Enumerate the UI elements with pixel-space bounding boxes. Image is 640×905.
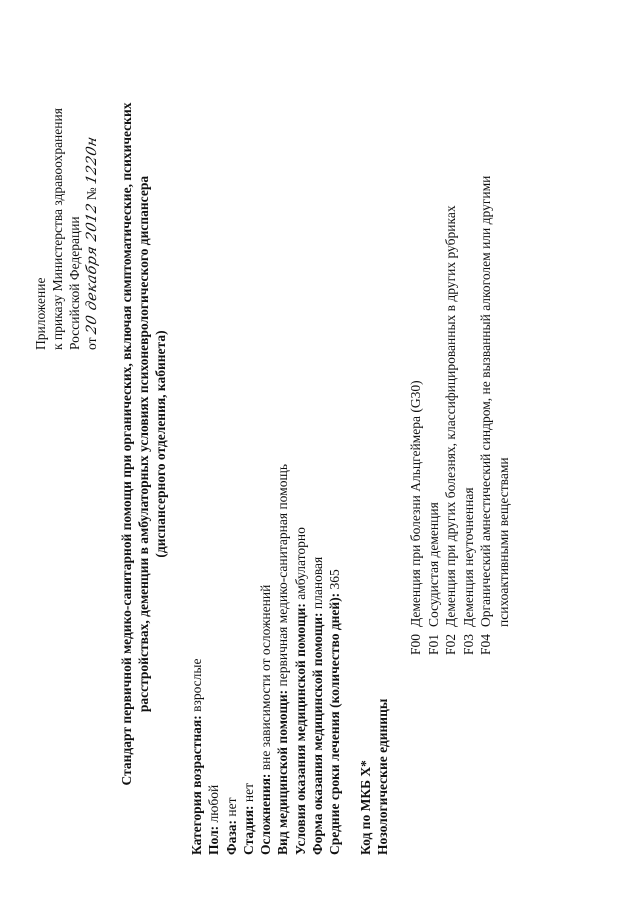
param-value: нет [240,782,256,806]
param-value: амбулаторно [292,527,308,604]
param-label: Категория возрастная: [189,715,204,855]
param-value: плановая [310,556,326,613]
appendix-block [32,10,101,350]
title-line-2: расстройствах, деменции в амбулаторных условиях психоневрологического диспансера [136,175,151,713]
param-row [240,155,257,855]
param-row [292,155,309,855]
appendix-country: Российской Федерации [67,216,82,350]
icd-code: F03 [460,633,476,655]
icd-description: Сосудистая деменция [425,502,441,627]
code-row [425,135,443,655]
appendix-order: к приказу Министерства здравоохранения [50,108,65,350]
icd-description: Деменция при других болезнях, классифицированных в других рубриках [443,205,458,627]
appendix-date-line [83,10,101,350]
param-label: Пол: [206,825,222,855]
mkb-heading [357,555,391,855]
param-row [223,155,240,855]
param-row [309,155,326,855]
icd-description: Органический амнестический синдром, не вызванный алкоголем или другими психоактивными веществами [478,175,511,627]
param-label: Осложнения: [258,773,274,855]
icd-code: F00 [408,633,423,655]
param-label: Вид медицинской помощи: [275,689,291,855]
mkb-code-label: Код по МКБ X* [358,760,373,855]
code-row [477,135,512,655]
code-row [442,135,460,655]
icd-code: F01 [425,633,441,655]
param-value: вне зависимости от осложнений [258,584,274,774]
param-label: Условия оказания медицинской помощи: [292,603,308,855]
appendix-from: от [84,337,99,350]
param-row [257,155,274,855]
icd-code: F04 [478,633,493,655]
param-label: Средние сроки лечения (количество дней): [327,592,343,855]
standard-parameters [188,155,344,855]
param-value: нет [223,797,239,820]
param-label: Стадия: [240,805,256,855]
nosology-code-list [407,135,512,655]
param-label: Форма оказания медицинской помощи: [310,612,326,855]
nosology-label: Нозологические единицы [375,698,390,855]
param-value: 365 [327,569,343,593]
param-row [274,155,291,855]
icd-description: Деменция при болезни Альцгеймера (G30) [408,380,423,627]
param-label: Фаза: [223,819,239,855]
param-row [326,155,343,855]
icd-code: F02 [443,633,458,655]
code-row [460,135,478,655]
number-sign: № [84,187,99,201]
appendix-heading: Приложение [33,277,48,350]
code-row [407,135,425,655]
title-line-1: Стандарт первичной медико-санитарной помощи при органических, включая симптоматические, психических [119,102,134,786]
handwritten-date: 20 декабря 2012 [84,201,100,336]
title-line-3: (диспансерного отделения, кабинета) [153,330,168,558]
document-title [118,23,169,865]
param-value: взрослые [189,658,204,716]
param-row [205,155,222,855]
icd-description: Деменция неуточненная [460,487,476,627]
param-value: первичная медико-санитарная помощь [275,463,291,690]
param-row [188,155,205,855]
param-value: любой [206,784,222,826]
handwritten-number: 1220н [84,134,100,186]
